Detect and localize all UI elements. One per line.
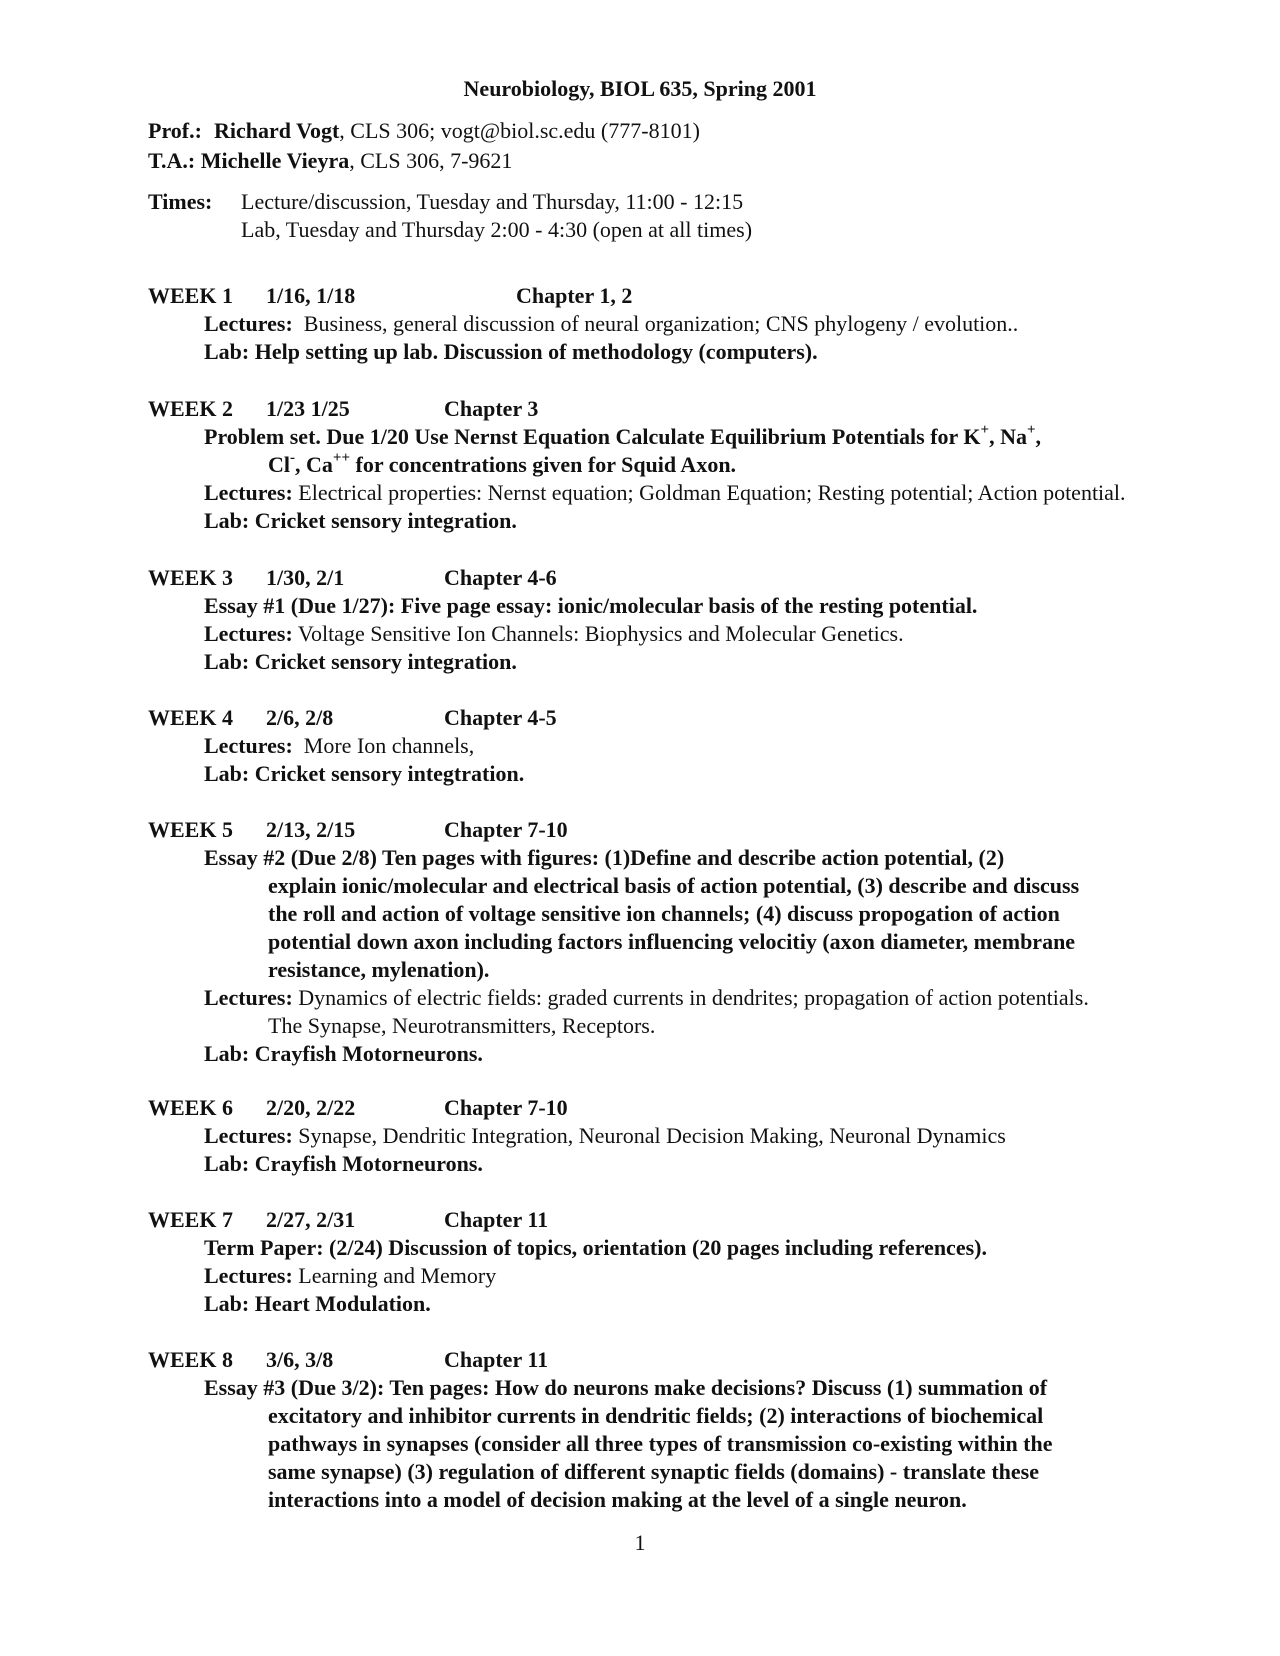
assignment-line: Essay #3 (Due 3/2): Ten pages: How do neurons make decisions? Discuss (1) summation of: [204, 1375, 1048, 1400]
lectures-line: Lectures: Voltage Sensitive Ion Channels: Biophysics and Molecular Genetics.: [204, 621, 904, 646]
week-chapter: Chapter 7-10: [444, 817, 568, 842]
week-dates: 2/27, 2/31: [266, 1207, 356, 1232]
week-label: WEEK 7: [148, 1207, 233, 1232]
assignment-line-cont: interactions into a model of decision making at the level of a single neuron.: [268, 1487, 967, 1512]
week-chapter: Chapter 7-10: [444, 1095, 568, 1120]
week-dates: 1/16, 1/18: [266, 283, 356, 308]
lectures-line: Lectures: Electrical properties: Nernst equation; Goldman Equation; Resting potential; Action potential.: [204, 480, 1126, 505]
week-label: WEEK 8: [148, 1347, 233, 1372]
prof-details: , CLS 306; vogt@biol.sc.edu (777-8101): [339, 118, 700, 143]
assignment-line-cont: pathways in synapses (consider all three types of transmission co-existing within the: [268, 1431, 1053, 1456]
week-chapter: Chapter 4-6: [444, 565, 557, 590]
week-dates: 3/6, 3/8: [266, 1347, 334, 1372]
week-dates: 2/20, 2/22: [266, 1095, 356, 1120]
week-dates: 2/6, 2/8: [266, 705, 334, 730]
ta-details: , CLS 306, 7-9621: [349, 148, 513, 173]
page-number: 1: [634, 1530, 646, 1555]
week-label: WEEK 4: [148, 705, 233, 730]
times-lab: Lab, Tuesday and Thursday 2:00 - 4:30 (open at all times): [241, 217, 753, 242]
lectures-line: Lectures: Learning and Memory: [204, 1263, 497, 1288]
lectures-line: Lectures: Synapse, Dendritic Integration, Neuronal Decision Making, Neuronal Dynamics: [204, 1123, 1006, 1148]
week-dates: 2/13, 2/15: [266, 817, 356, 842]
lectures-line-cont: The Synapse, Neurotransmitters, Receptors.: [268, 1013, 656, 1038]
lab-line: Lab: Crayfish Motorneurons.: [204, 1151, 483, 1176]
week-dates: 1/30, 2/1: [266, 565, 345, 590]
ta-line: [148, 150, 512, 172]
assignment-line-cont: potential down axon including factors influencing velocitiy (axon diameter, membrane: [268, 929, 1076, 954]
lectures-line: Lectures: More Ion channels,: [204, 733, 475, 758]
lab-line: Lab: Cricket sensory integration.: [204, 508, 517, 533]
assignment-line-cont: the roll and action of voltage sensitive ion channels; (4) discuss propogation of action: [268, 901, 1060, 926]
lab-line: Lab: Cricket sensory integtration.: [204, 761, 525, 786]
assignment-line-cont: explain ionic/molecular and electrical basis of action potential, (3) describe and discuss: [268, 873, 1080, 898]
assignment-line: Term Paper: (2/24) Discussion of topics, orientation (20 pages including references).: [204, 1235, 987, 1260]
times-label: Times:: [148, 189, 213, 214]
document-title: Neurobiology, BIOL 635, Spring 2001: [463, 76, 817, 101]
week-chapter: Chapter 11: [444, 1347, 549, 1372]
lectures-line: Lectures: Business, general discussion of neural organization; CNS phylogeny / evolution..: [204, 311, 1019, 336]
week-chapter: Chapter 11: [444, 1207, 549, 1232]
week-dates: 1/23 1/25: [266, 396, 350, 421]
week-chapter: Chapter 4-5: [444, 705, 557, 730]
assignment-line-cont: resistance, mylenation).: [268, 957, 490, 982]
week-label: WEEK 1: [148, 283, 233, 308]
lab-line: Lab: Cricket sensory integration.: [204, 649, 517, 674]
week-label: WEEK 2: [148, 396, 233, 421]
assignment-line-cont: Cl-, Ca++ for concentrations given for Squid Axon.: [268, 449, 737, 477]
prof-label: Prof.:: [148, 118, 202, 143]
assignment-line-cont: same synapse) (3) regulation of different synaptic fields (domains) - translate these: [268, 1459, 1039, 1484]
ta-name: Michelle Vieyra: [200, 148, 350, 173]
times-lecture: Lecture/discussion, Tuesday and Thursday, 11:00 - 12:15: [241, 189, 744, 214]
assignment-line-cont: excitatory and inhibitor currents in dendritic fields; (2) interactions of biochemical: [268, 1403, 1044, 1428]
week-label: WEEK 5: [148, 817, 233, 842]
assignment-line: Essay #2 (Due 2/8) Ten pages with figures: (1)Define and describe action potential, (2): [204, 845, 1005, 870]
assignment-line: Essay #1 (Due 1/27): Five page essay: ionic/molecular basis of the resting potential.: [204, 593, 978, 618]
ta-label: T.A.:: [148, 148, 196, 173]
lectures-line: Lectures: Dynamics of electric fields: graded currents in dendrites; propagation of action potentials.: [204, 985, 1089, 1010]
assignment-line: Problem set. Due 1/20 Use Nernst Equation Calculate Equilibrium Potentials for K+, Na+,: [204, 421, 1042, 449]
lab-line: Lab: Heart Modulation.: [204, 1291, 431, 1316]
week-chapter: Chapter 1, 2: [516, 283, 633, 308]
week-label: WEEK 6: [148, 1095, 233, 1120]
prof-name: Richard Vogt: [213, 118, 340, 143]
lab-line: Lab: Crayfish Motorneurons.: [204, 1041, 483, 1066]
week-label: WEEK 3: [148, 565, 233, 590]
lab-line: Lab: Help setting up lab. Discussion of methodology (computers).: [204, 339, 818, 364]
week-chapter: Chapter 3: [444, 396, 539, 421]
professor-line: [148, 120, 700, 142]
